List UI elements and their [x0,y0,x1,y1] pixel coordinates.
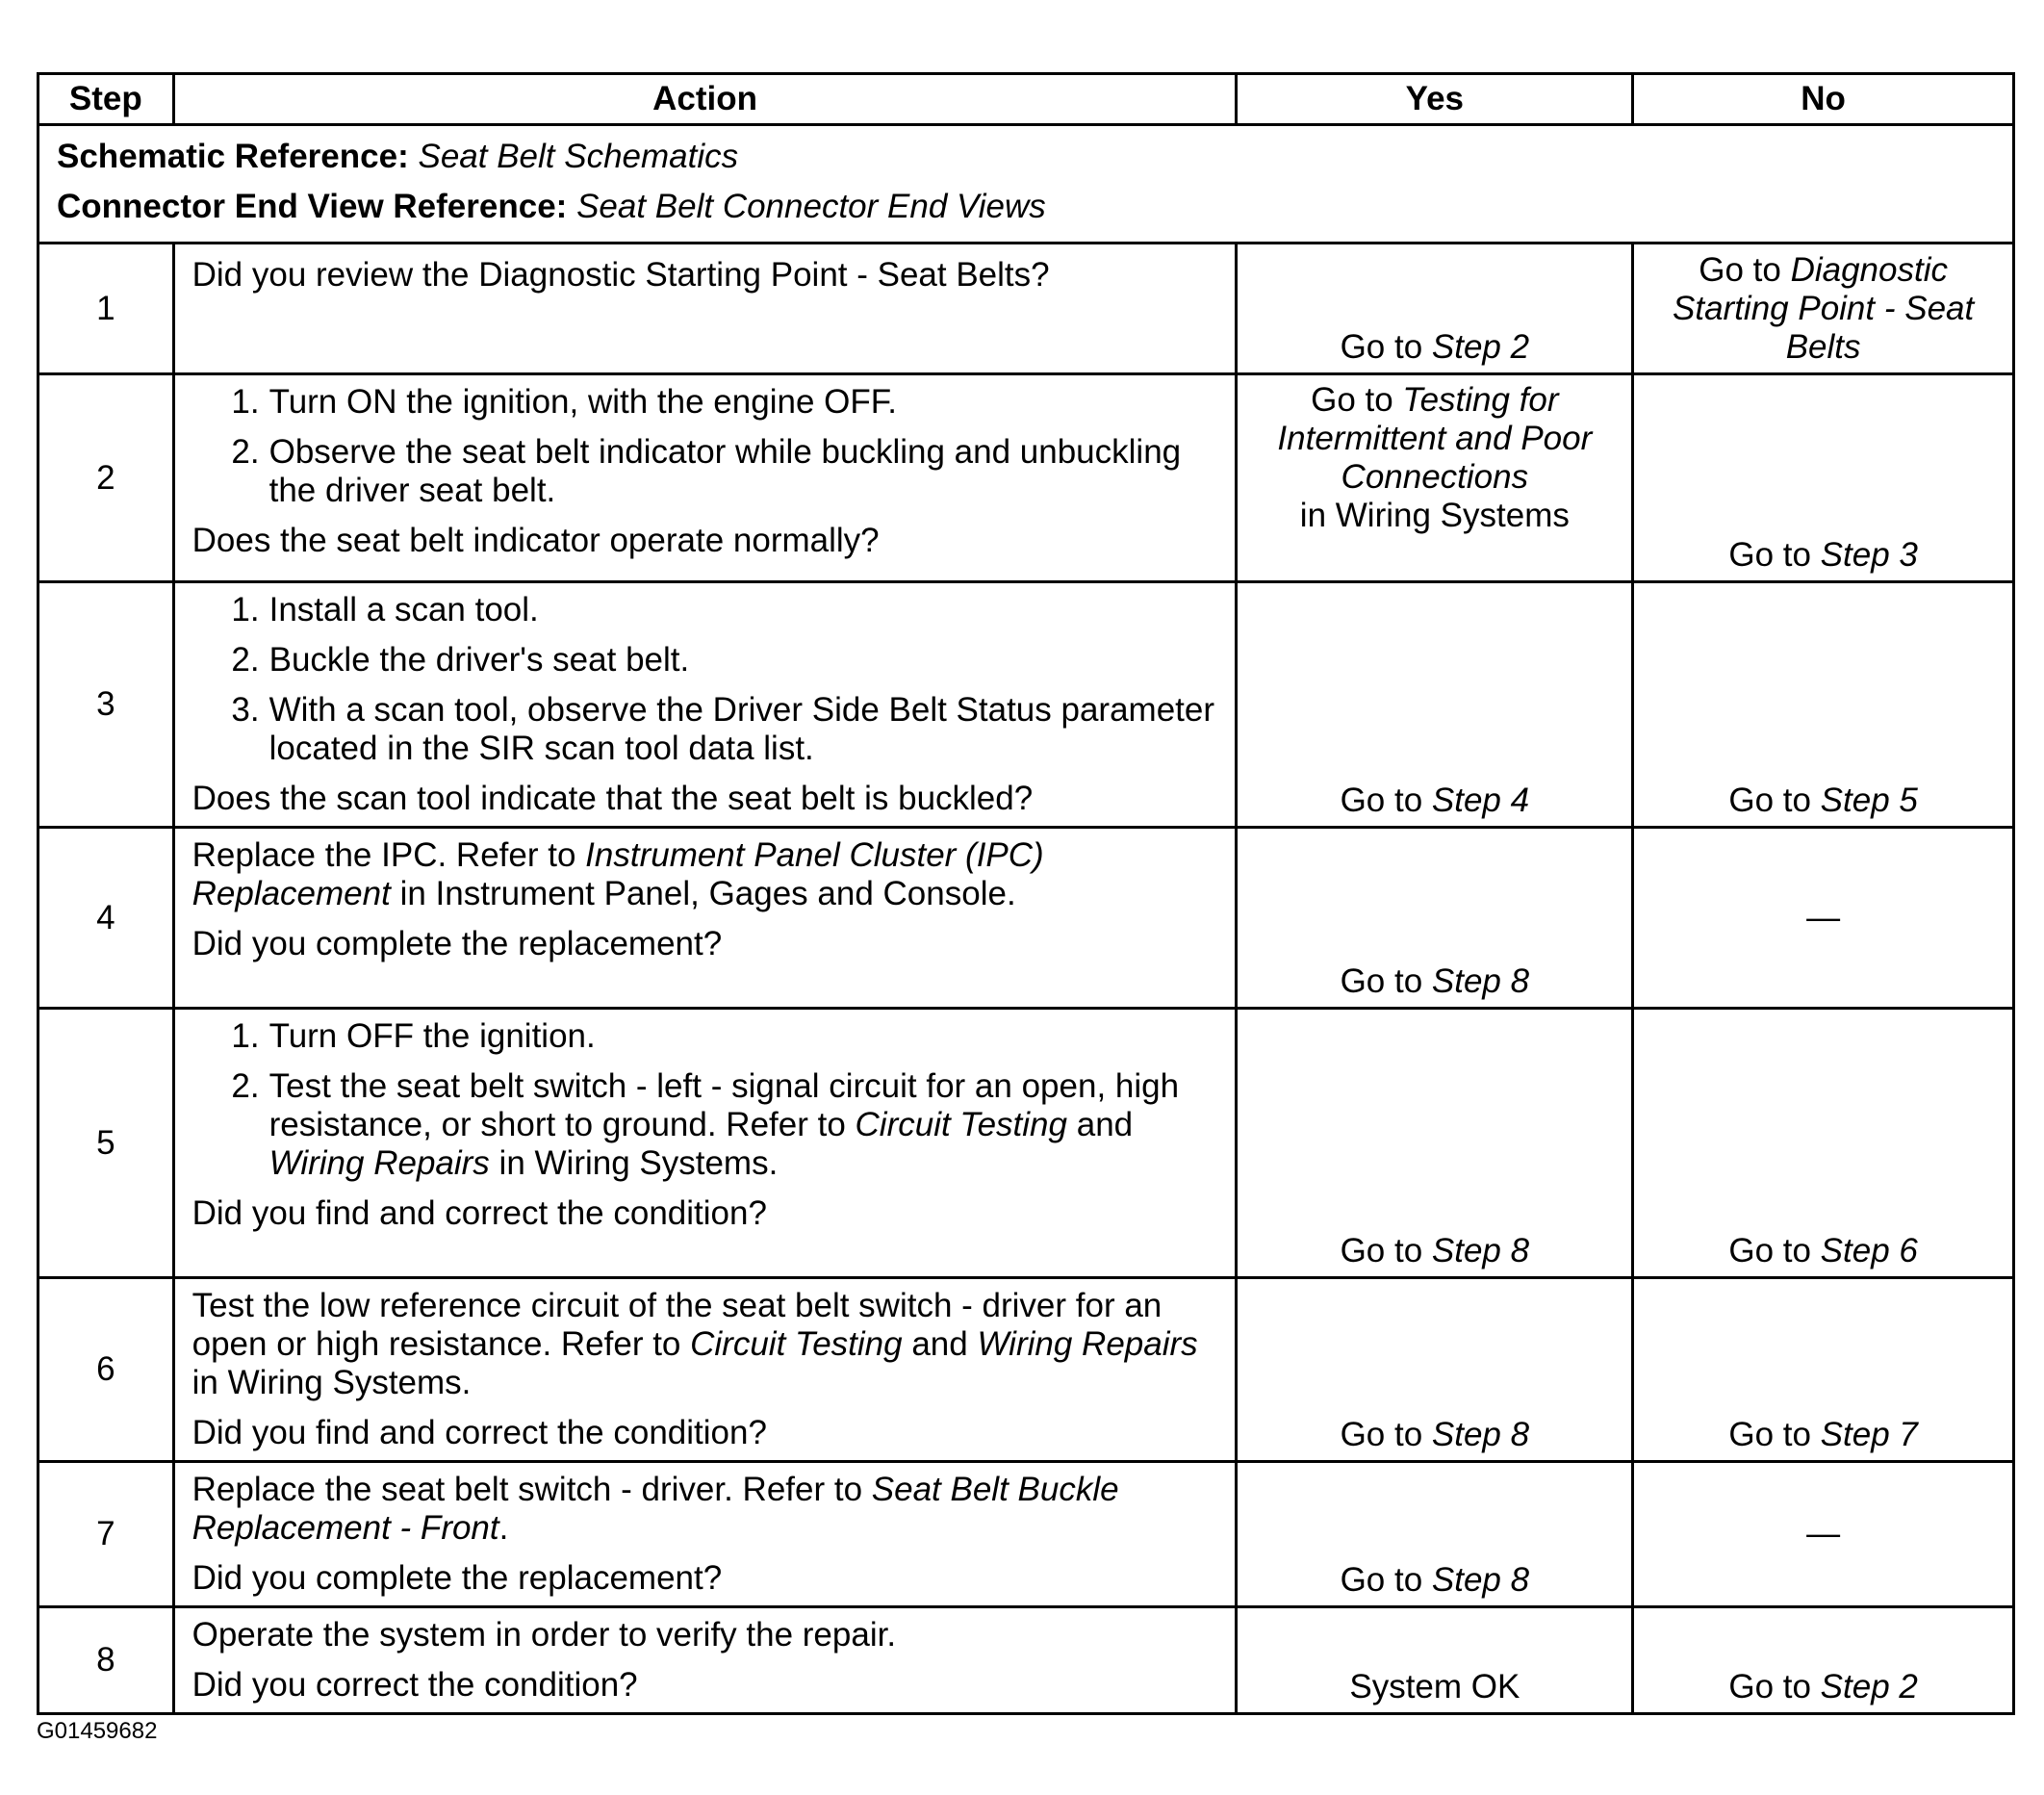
no-prefix: Go to [1728,1668,1821,1705]
diagnostic-table-page [37,72,2015,1715]
no-prefix: Go to [1728,1416,1821,1453]
no-cell [1633,1009,2014,1278]
references-cell [38,125,2014,244]
yes-link[interactable]: Step 8 [1431,962,1530,1000]
no-link[interactable]: Step 2 [1820,1668,1918,1705]
action-cell [173,1607,1237,1714]
action-question: Did you review the Diagnostic Starting Point - Seat Belts? [192,256,1050,294]
yes-prefix: Go to [1340,328,1432,366]
action-cell [173,1278,1237,1462]
no-dash: — [1806,1515,1841,1552]
table-row [38,374,2014,582]
no-cell [1633,828,2014,1009]
no-cell [1633,374,2014,582]
step-number: 3 [38,582,174,828]
yes-link[interactable]: Step 8 [1431,1232,1530,1269]
action-step-item: 2. Observe the seat belt indicator while buckling and unbuckling the driver seat belt. [231,433,1182,509]
yes-link[interactable]: Testing for Intermittent and Poor Connections [1277,381,1593,496]
header-yes: Yes [1237,74,1633,125]
yes-cell [1237,1462,1633,1607]
yes-prefix: Go to [1311,381,1403,419]
action-cell [173,374,1237,582]
action-cell [173,1462,1237,1607]
yes-prefix: Go to [1340,782,1432,819]
action-step-item: 1. Install a scan tool. [231,591,539,628]
action-cell [173,1009,1237,1278]
yes-link[interactable]: Step 4 [1431,782,1530,819]
no-cell [1633,582,2014,828]
action-step-item: 3. With a scan tool, observe the Driver Side Belt Status parameter located in the SIR scan tool data list. [231,691,1215,767]
action-question: Did you complete the replacement? [192,925,723,962]
no-link[interactable]: Step 7 [1820,1416,1918,1453]
action-cell [173,582,1237,828]
connector-reference-link[interactable]: Seat Belt Connector End Views [576,188,1046,225]
no-cell [1633,1278,2014,1462]
diagnostic-table [37,72,2015,1715]
step-number: 2 [38,374,174,582]
step-number: 7 [38,1462,174,1607]
yes-cell [1237,374,1633,582]
yes-link[interactable]: Step 2 [1431,328,1530,366]
step-number: 8 [38,1607,174,1714]
yes-text: System OK [1349,1668,1520,1705]
figure-id: G01459682 [37,1718,158,1744]
header-action: Action [173,74,1237,125]
yes-suffix: in Wiring Systems [1299,497,1570,534]
yes-link[interactable]: Step 8 [1431,1561,1530,1599]
action-link[interactable]: Circuit Testing [690,1325,903,1363]
no-link[interactable]: Step 5 [1820,782,1918,819]
action-step-item: 2. Buckle the driver's seat belt. [231,641,690,679]
yes-cell [1237,1278,1633,1462]
no-prefix: Go to [1699,251,1791,289]
table-row [38,1607,2014,1714]
action-paragraph: Replace the seat belt switch - driver. Refer to Seat Belt Buckle Replacement - Front. [192,1471,1119,1547]
action-link[interactable]: Wiring Repairs [977,1325,1198,1363]
connector-reference [57,182,1995,232]
no-cell [1633,1607,2014,1714]
action-question: Did you find and correct the condition? [192,1194,767,1232]
action-paragraph: Test the low reference circuit of the seat belt switch - driver for an open or high resistance. Refer to Circuit Testing and Wiring Repairs in Wiring Systems. [192,1287,1198,1401]
yes-cell [1237,1607,1633,1714]
no-cell [1633,244,2014,374]
action-paragraph: Replace the IPC. Refer to Instrument Panel Cluster (IPC) Replacement in Instrument Panel, Gages and Console. [192,836,1044,912]
action-step-item: 2. Test the seat belt switch - left - signal circuit for an open, high resistance, or short to ground. Refer to Circuit Testing and Wiring Repairs in Wiring Systems. [231,1067,1180,1182]
yes-cell [1237,828,1633,1009]
reference-row [38,125,2014,244]
table-row [38,1278,2014,1462]
no-dash: — [1806,898,1841,936]
step-number: 5 [38,1009,174,1278]
action-paragraph: Operate the system in order to verify the repair. [192,1616,897,1654]
action-cell [173,828,1237,1009]
no-link[interactable]: Diagnostic Starting Point - Seat Belts [1673,251,1975,366]
connector-reference-label: Connector End View Reference: [57,188,568,225]
action-cell [173,244,1237,374]
yes-prefix: Go to [1340,1561,1432,1599]
step-number: 6 [38,1278,174,1462]
table-row [38,582,2014,828]
action-question: Does the seat belt indicator operate normally? [192,522,880,559]
step-number: 1 [38,244,174,374]
schematic-reference-link[interactable]: Seat Belt Schematics [418,138,739,175]
no-link[interactable]: Step 3 [1820,536,1918,574]
action-step-item: 1. Turn ON the ignition, with the engine OFF. [231,383,897,421]
header-no: No [1633,74,2014,125]
action-link[interactable]: Wiring Repairs [268,1144,490,1182]
yes-prefix: Go to [1340,962,1432,1000]
action-link[interactable]: Circuit Testing [855,1106,1067,1143]
action-link[interactable]: Seat Belt Buckle Replacement - Front [192,1471,1119,1547]
action-question: Does the scan tool indicate that the seat belt is buckled? [192,780,1034,817]
action-question: Did you correct the condition? [192,1666,638,1704]
table-row [38,828,2014,1009]
action-question: Did you complete the replacement? [192,1559,723,1597]
step-number: 4 [38,828,174,1009]
yes-cell [1237,1009,1633,1278]
table-row [38,1009,2014,1278]
yes-cell [1237,582,1633,828]
schematic-reference [57,132,1995,182]
header-step: Step [38,74,174,125]
yes-prefix: Go to [1340,1416,1432,1453]
table-row [38,244,2014,374]
action-question: Did you find and correct the condition? [192,1414,767,1451]
yes-prefix: Go to [1340,1232,1432,1269]
table-row [38,1462,2014,1607]
action-steps [192,383,1220,510]
action-steps [192,591,1220,768]
schematic-reference-label: Schematic Reference: [57,138,409,175]
action-step-item: 1. Turn OFF the ignition. [231,1017,596,1055]
action-steps [192,1017,1220,1183]
action-link[interactable]: Instrument Panel Cluster (IPC) Replacement [192,836,1044,912]
no-prefix: Go to [1728,1232,1821,1269]
no-cell [1633,1462,2014,1607]
no-prefix: Go to [1728,782,1821,819]
yes-link[interactable]: Step 8 [1431,1416,1530,1453]
header-row [38,74,2014,125]
yes-cell [1237,244,1633,374]
no-link[interactable]: Step 6 [1820,1232,1918,1269]
no-prefix: Go to [1728,536,1821,574]
